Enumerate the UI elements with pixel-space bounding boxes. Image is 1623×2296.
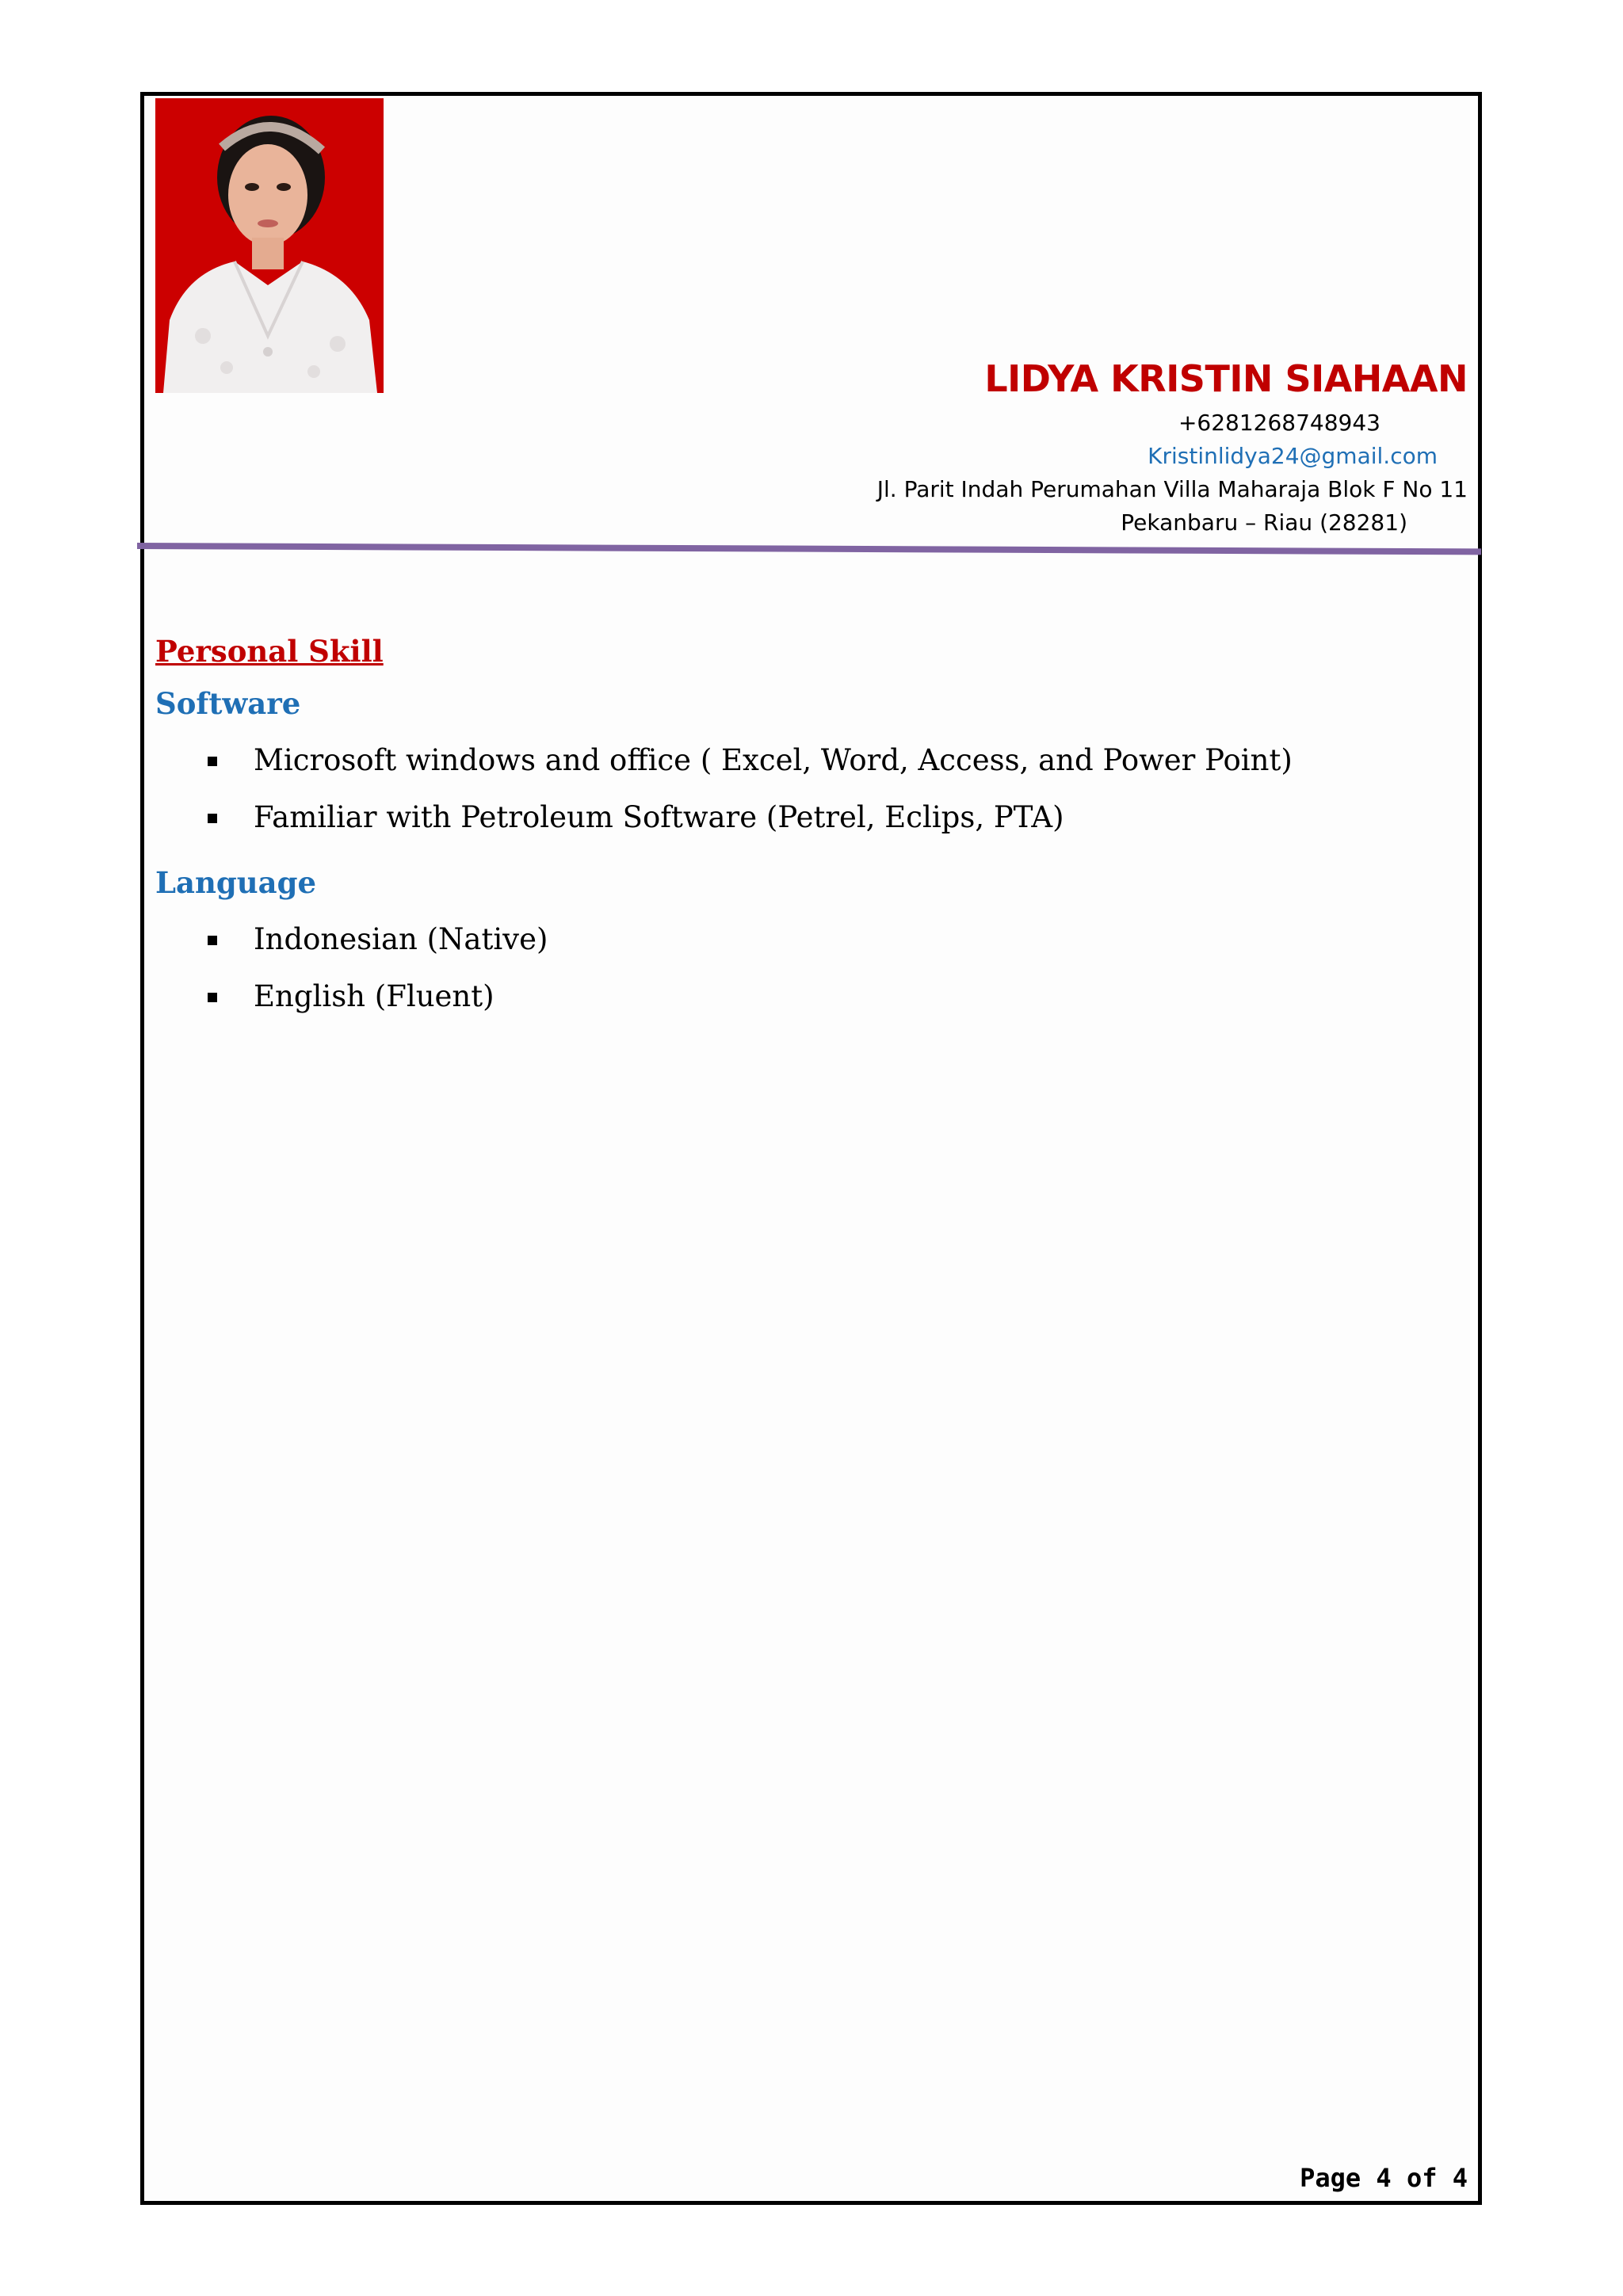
email-address[interactable]: Kristinlidya24@gmail.com: [1148, 443, 1438, 469]
square-bullet-icon: [208, 993, 217, 1002]
personal-skill-section: [155, 634, 1455, 1044]
list-item-text: Familiar with Petroleum Software (Petrel, Eclips, PTA): [254, 800, 1064, 834]
contact-header: [754, 351, 1468, 540]
software-subtitle: Software: [155, 686, 301, 721]
list-item: [155, 732, 1455, 789]
list-item: [155, 968, 1455, 1025]
phone-number: +6281268748943: [1178, 410, 1381, 436]
language-list: [155, 911, 1455, 1025]
page-number: Page 4 of 4: [1300, 2163, 1468, 2193]
street-address: Jl. Parit Indah Perumahan Villa Maharaja Blok F No 11: [876, 476, 1468, 502]
section-title: Personal Skill: [155, 634, 384, 669]
profile-photo: [155, 98, 384, 393]
list-item-text: Microsoft windows and office ( Excel, Word, Access, and Power Point): [254, 743, 1293, 777]
language-subtitle: Language: [155, 865, 317, 900]
list-item-text: English (Fluent): [254, 979, 495, 1013]
list-item-text: Indonesian (Native): [254, 922, 548, 956]
square-bullet-icon: [208, 814, 217, 823]
candidate-name: LIDYA KRISTIN SIAHAAN: [984, 357, 1468, 400]
software-list: [155, 732, 1455, 846]
list-item: [155, 789, 1455, 846]
list-item: [155, 911, 1455, 968]
square-bullet-icon: [208, 936, 217, 945]
square-bullet-icon: [208, 757, 217, 766]
profile-photo-image: [155, 98, 384, 393]
city-address: Pekanbaru – Riau (28281): [1121, 509, 1407, 536]
